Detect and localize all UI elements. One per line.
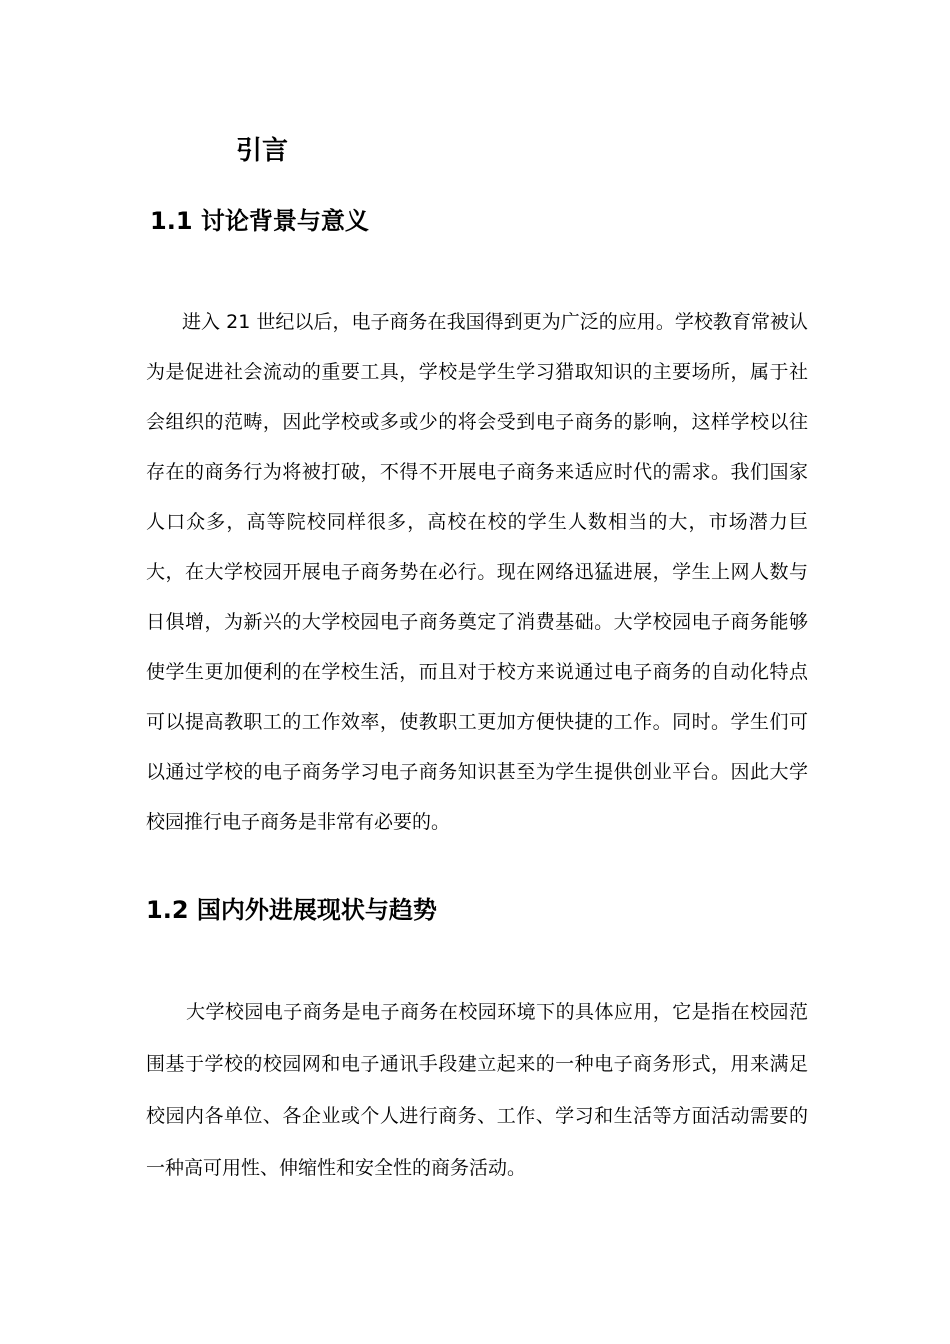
section-heading-status-trends: 1.2 国内外进展现状与趋势: [146, 896, 437, 924]
section-heading-background: 1.1 讨论背景与意义: [150, 207, 369, 235]
section-paragraph-status-trends: 大学校园电子商务是电子商务在校园环境下的具体应用，它是指在校园范围基于学校的校园网和电子通讯手段建立起来的一种电子商务形式，用来满足校园内各单位、各企业或个人进行商务、工作、学习和生活等方面活动需要的一种高可用性、伸缩性和安全性的商务活动。: [146, 1001, 808, 1179]
intro-title: 引言: [236, 136, 289, 166]
section-paragraph-background: 进入 21 世纪以后，电子商务在我国得到更为广泛的应用。学校教育常被认为是促进社会流动的重要工具，学校是学生学习猎取知识的主要场所，属于社会组织的范畴，因此学校或多或少的将会受到电子商务的影响，这样学校以往存在的商务行为将被打破，不得不开展电子商务来适应时代的需求。我们国家人口众多，高等院校同样很多，高校在校的学生人数相当的大，市场潜力巨大，在大学校园开展电子商务势在必行。现在网络迅猛进展，学生上网人数与日俱增，为新兴的大学校园电子商务奠定了消费基础。大学校园电子商务能够使学生更加便利的在学校生活，而且对于校方来说通过电子商务的自动化特点可以提高教职工的工作效率，使教职工更加方便快捷的工作。同时。学生们可以通过学校的电子商务学习电子商务知识甚至为学生提供创业平台。因此大学校园推行电子商务是非常有必要的。: [146, 311, 808, 833]
